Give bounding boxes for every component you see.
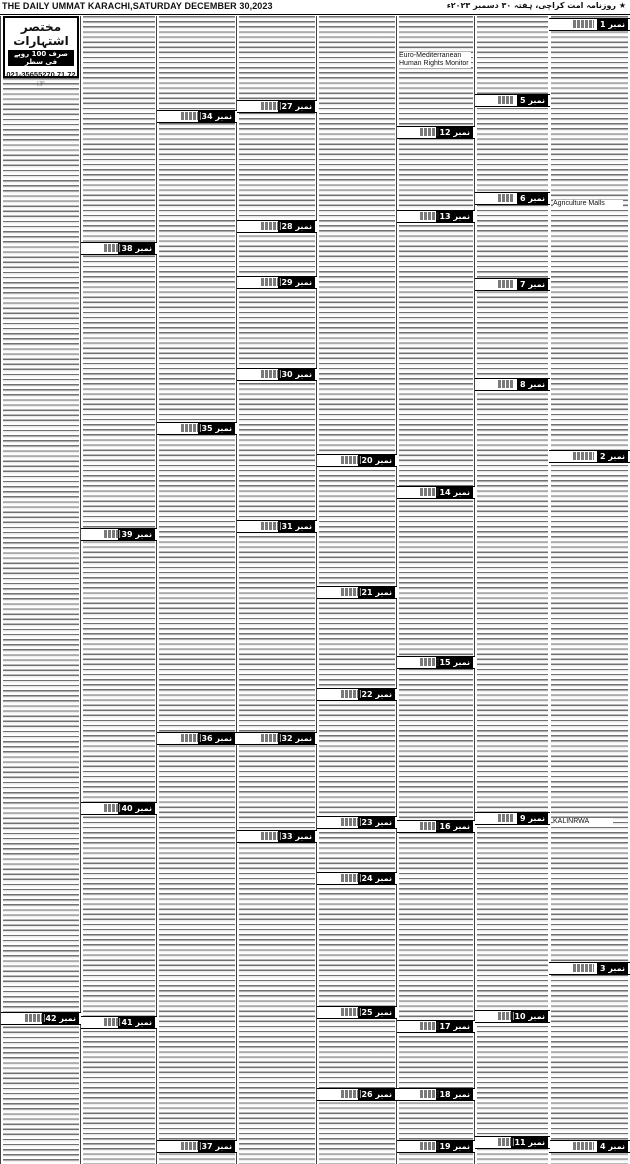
section-header — [397, 820, 475, 833]
section-number: نمبر 33 — [278, 831, 315, 842]
section-number: نمبر 6 — [517, 193, 548, 204]
section-header — [317, 1088, 397, 1101]
text-block — [3, 78, 79, 1164]
section-header — [475, 378, 550, 391]
section-header — [549, 962, 630, 975]
column-4 — [316, 16, 397, 1164]
section-number: نمبر 5 — [517, 95, 548, 106]
section-number: نمبر 41 — [118, 1017, 155, 1028]
section-header — [397, 1020, 475, 1033]
section-header — [317, 454, 397, 467]
section-number: نمبر 40 — [118, 803, 155, 814]
english-snippet: KALINRWA — [553, 818, 613, 826]
newspaper-columns — [0, 16, 630, 1164]
section-number: نمبر 7 — [517, 279, 548, 290]
section-header — [549, 18, 630, 31]
section-header — [237, 732, 317, 745]
section-number: نمبر 39 — [118, 529, 155, 540]
section-header — [237, 100, 317, 113]
section-header — [237, 368, 317, 381]
section-number: نمبر 20 — [358, 455, 395, 466]
section-header — [237, 220, 317, 233]
section-number: نمبر 13 — [436, 211, 473, 222]
section-header — [475, 1010, 550, 1023]
section-header — [475, 94, 550, 107]
section-number: نمبر 1 — [597, 19, 628, 30]
section-header — [397, 486, 475, 499]
section-header — [317, 816, 397, 829]
section-number: نمبر 21 — [358, 587, 395, 598]
section-number: نمبر 34 — [198, 111, 235, 122]
column-7 — [80, 16, 157, 1164]
section-header — [157, 110, 237, 123]
text-block — [551, 16, 628, 1164]
section-header — [237, 830, 317, 843]
section-number: نمبر 22 — [358, 689, 395, 700]
classified-rate-strip: صرف 100 روپے فی سطر — [8, 50, 74, 66]
classified-phone: 021-35655270,71,72 — [6, 70, 76, 79]
section-header — [81, 528, 157, 541]
section-number: نمبر 23 — [358, 817, 395, 828]
section-header — [157, 732, 237, 745]
masthead-urdu-title: ★ روزنامہ امت کراچی، ہفتہ ۳۰ دسمبر ۲۰۲۳ء — [446, 1, 626, 10]
section-number: نمبر 2 — [597, 451, 628, 462]
classified-title: مختصر اشتہارات — [13, 20, 69, 48]
section-number: نمبر 8 — [517, 379, 548, 390]
section-number: نمبر 32 — [278, 733, 315, 744]
section-number: نمبر 42 — [42, 1013, 79, 1024]
text-block — [477, 16, 548, 1164]
section-header — [475, 1136, 550, 1149]
section-header — [397, 1088, 475, 1101]
section-header — [317, 586, 397, 599]
section-header — [81, 242, 157, 255]
section-number: نمبر 16 — [436, 821, 473, 832]
section-number: نمبر 25 — [358, 1007, 395, 1018]
section-header — [475, 192, 550, 205]
english-snippet: Euro-Mediterranean Human Rights Monitor — [399, 52, 471, 68]
column-1 — [549, 16, 630, 1164]
section-header — [157, 1140, 237, 1153]
section-header — [475, 812, 550, 825]
section-header — [1, 1012, 81, 1025]
section-number: نمبر 3 — [597, 963, 628, 974]
section-header — [397, 126, 475, 139]
section-header — [317, 1006, 397, 1019]
section-header — [317, 872, 397, 885]
masthead-english-title: THE DAILY UMMAT KARACHI,SATURDAY DECEMBER 30,2023 — [2, 1, 273, 11]
section-header — [157, 422, 237, 435]
section-number: نمبر 4 — [597, 1141, 628, 1152]
section-header — [81, 802, 157, 815]
text-block — [159, 16, 235, 1164]
section-number: نمبر 26 — [358, 1089, 395, 1100]
section-number: نمبر 10 — [511, 1011, 548, 1022]
section-number: نمبر 37 — [198, 1141, 235, 1152]
column-6 — [156, 16, 237, 1164]
column-3 — [396, 16, 475, 1164]
section-number: نمبر 24 — [358, 873, 395, 884]
section-number: نمبر 31 — [278, 521, 315, 532]
section-number: نمبر 14 — [436, 487, 473, 498]
masthead — [0, 0, 630, 15]
section-header — [397, 656, 475, 669]
section-header — [549, 1140, 630, 1153]
section-header — [397, 1140, 475, 1153]
section-number: نمبر 36 — [198, 733, 235, 744]
column-8-classifieds — [0, 16, 81, 1164]
section-number: نمبر 19 — [436, 1141, 473, 1152]
section-number: نمبر 30 — [278, 369, 315, 380]
english-snippet: Agriculture Malls — [553, 200, 623, 208]
section-number: نمبر 11 — [511, 1137, 548, 1148]
text-block — [239, 16, 315, 1164]
section-number: نمبر 17 — [436, 1021, 473, 1032]
section-number: نمبر 27 — [278, 101, 315, 112]
section-header — [81, 1016, 157, 1029]
classified-ad-box — [3, 16, 79, 90]
section-header — [475, 278, 550, 291]
pointing-hand-icon: ☞ — [36, 79, 46, 90]
text-block — [399, 16, 473, 1164]
section-header — [549, 450, 630, 463]
section-number: نمبر 38 — [118, 243, 155, 254]
section-header — [317, 688, 397, 701]
section-number: نمبر 29 — [278, 277, 315, 288]
section-number: نمبر 35 — [198, 423, 235, 434]
section-number: نمبر 18 — [436, 1089, 473, 1100]
text-block — [83, 16, 155, 1164]
section-number: نمبر 9 — [517, 813, 548, 824]
section-header — [397, 210, 475, 223]
section-number: نمبر 28 — [278, 221, 315, 232]
section-header — [237, 520, 317, 533]
section-number: نمبر 12 — [436, 127, 473, 138]
column-2 — [474, 16, 550, 1164]
column-5 — [236, 16, 317, 1164]
section-number: نمبر 15 — [436, 657, 473, 668]
section-header — [237, 276, 317, 289]
